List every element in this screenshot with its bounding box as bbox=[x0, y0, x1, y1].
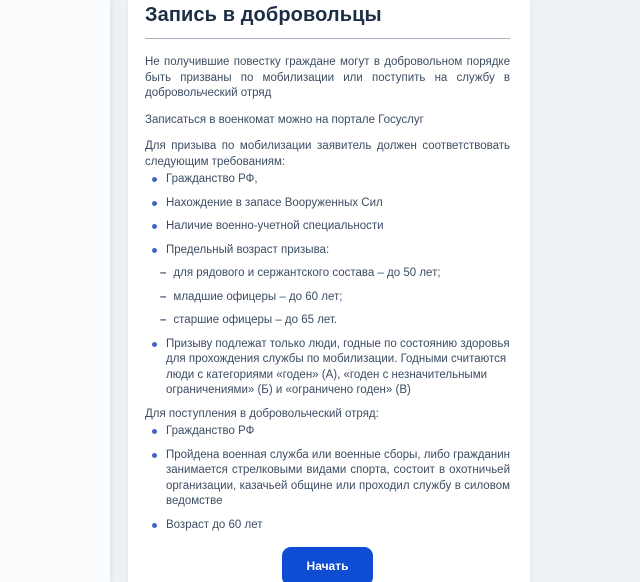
title-divider bbox=[145, 38, 510, 39]
left-panel bbox=[0, 0, 110, 582]
bullet-icon bbox=[152, 201, 157, 206]
list-item bbox=[160, 313, 510, 329]
health-note-label: Призыву подлежат только люди, годные по состоянию здоровья для прохождения службы по мобилизации. Годными считаются люди с категориями «годен» (А), «годен с незначительными ограничениями» (Б) и «ограничено годен» (В) bbox=[166, 337, 510, 396]
health-note-list bbox=[145, 337, 510, 399]
bullet-icon bbox=[152, 429, 157, 434]
button-row bbox=[145, 547, 510, 582]
page-title: Запись в добровольцы bbox=[145, 4, 382, 26]
bullet-icon bbox=[152, 453, 157, 458]
list-item bbox=[152, 448, 510, 510]
age-limits-list bbox=[145, 266, 510, 329]
health-note-item bbox=[152, 337, 510, 399]
list-item bbox=[152, 243, 510, 259]
list-item-label: Гражданство РФ, bbox=[166, 173, 258, 185]
bullet-icon bbox=[152, 342, 157, 347]
list-item-label: Нахождение в запасе Вооруженных Сил bbox=[166, 196, 383, 209]
list-item-label: старшие офицеры – до 65 лет. bbox=[173, 314, 338, 326]
list-item-label: Гражданство РФ bbox=[166, 425, 255, 437]
dash-icon: – bbox=[160, 267, 167, 279]
list-item-label: Возраст до 60 лет bbox=[166, 518, 263, 531]
start-button[interactable]: Начать bbox=[282, 547, 374, 582]
intro-paragraph: Не получившие повестку граждане могут в добровольном порядке быть призваны по мобилизации или поступить на службу в добровольческий отряд bbox=[145, 56, 510, 99]
list-item-label: Пройдена военная служба или военные сборы, либо гражданин занимается стрелковыми видами спорта, состоит в охотничьей организации, казачьей общине или проходил службу в силовом ведомстве bbox=[166, 448, 510, 507]
list-item bbox=[160, 266, 510, 282]
service-card bbox=[128, 0, 530, 582]
list-item bbox=[152, 219, 510, 235]
bullet-icon bbox=[152, 224, 157, 229]
list-item-label: Предельный возраст призыва: bbox=[166, 243, 330, 256]
list-item bbox=[152, 196, 510, 212]
dash-icon: – bbox=[160, 290, 167, 303]
mobilization-lead: Для призыва по мобилизации заявитель должен соответствовать следующим требованиям: bbox=[145, 140, 510, 168]
bullet-icon bbox=[152, 177, 157, 182]
list-item-label: младшие офицеры – до 60 лет; bbox=[173, 290, 343, 303]
list-item-label: Наличие военно-учетной специальности bbox=[166, 220, 384, 232]
list-item-label: для рядового и сержантского состава – до 50 лет; bbox=[173, 267, 441, 279]
mobilization-requirements-list bbox=[145, 172, 510, 258]
volunteer-requirements-list bbox=[145, 424, 510, 533]
list-item bbox=[152, 518, 510, 534]
portal-note: Записаться в военкомат можно на портале Госуслуг bbox=[145, 113, 424, 126]
bullet-icon bbox=[152, 523, 157, 528]
list-item bbox=[152, 424, 510, 440]
bullet-icon bbox=[152, 248, 157, 253]
volunteer-lead: Для поступления в добровольческий отряд: bbox=[145, 407, 379, 420]
list-item bbox=[160, 290, 510, 306]
dash-icon: – bbox=[160, 314, 167, 326]
list-item bbox=[152, 172, 510, 188]
